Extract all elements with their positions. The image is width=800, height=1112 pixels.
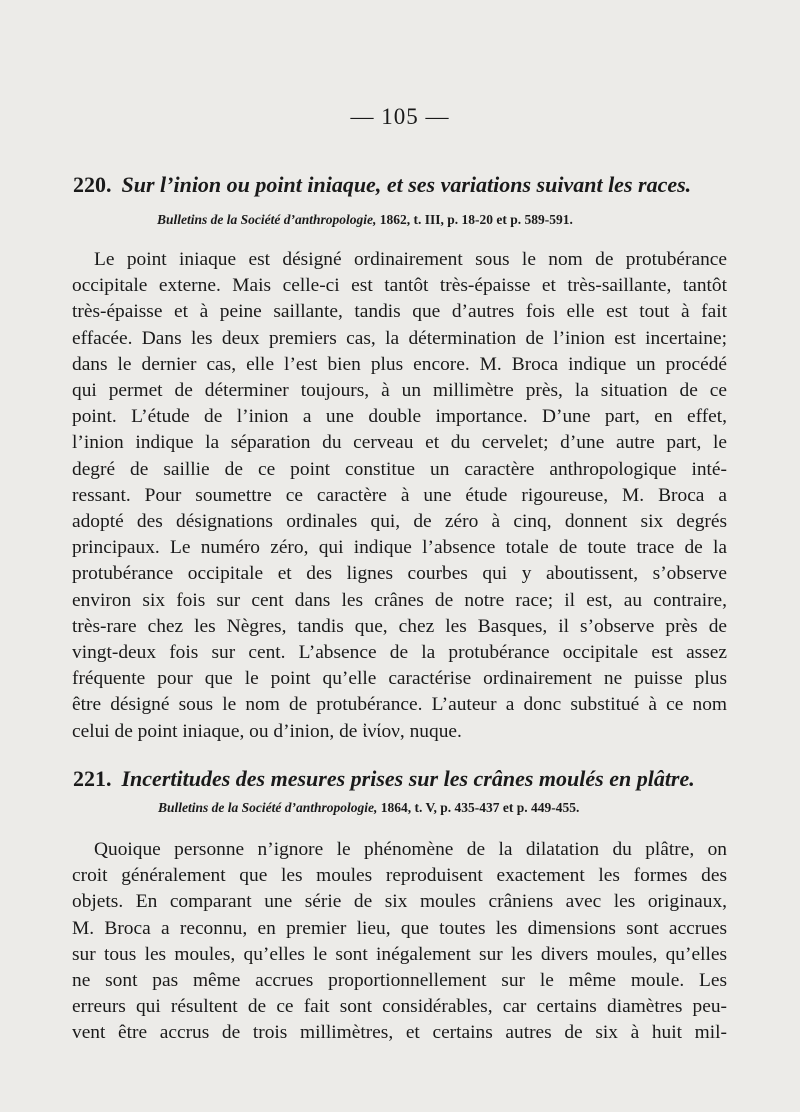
body-line: être désigné sous le nom de protubérance. L’auteur a donc substitué à ce nom — [72, 694, 727, 716]
entry-220-body — [72, 247, 727, 745]
body-line: ressant. Pour soumettre ce caractère à une étude rigoureuse, M. Broca a — [72, 484, 727, 506]
body-line: très-rare chez les Nègres, tandis que, chez les Basques, il s’observe près de — [72, 615, 727, 637]
entry-title: Sur l’inion ou point iniaque, et ses variations suivant les races. — [121, 172, 692, 197]
body-line: adopté des désignations ordinales qui, de zéro à cinq, donnent six degrés — [72, 511, 727, 533]
citation-details: 1862, t. III, p. 18-20 et p. 589-591. — [379, 212, 573, 227]
body-line: celui de point iniaque, ou d’inion, de ἰνίον, nuque. — [72, 720, 462, 742]
citation-source: Bulletins de la Société d’anthropologie, — [157, 212, 377, 227]
body-line: objets. En comparant une série de six moules crâniens avec les originaux, — [72, 891, 727, 913]
body-line: sur tous les moules, qu’elles le sont inégalement sur les divers moules, qu’elles — [72, 943, 727, 965]
body-line: protubérance occipitale et des lignes courbes qui y aboutissent, s’observe — [72, 563, 727, 585]
body-line: l’inion indique la séparation du cerveau et du cervelet; d’une autre part, le — [72, 432, 727, 454]
entry-221-citation — [158, 800, 579, 816]
entry-220-heading — [73, 172, 733, 198]
body-line: vingt-deux fois sur cent. L’absence de la protubérance occipitale est assez — [72, 642, 727, 664]
body-line: Quoique personne n’ignore le phénomène de la dilatation du plâtre, on — [94, 839, 727, 860]
body-line: très-épaisse et à peine saillante, tandis que d’autres fois elle est tout à fait — [72, 301, 727, 323]
body-line: Le point iniaque est désigné ordinairement sous le nom de protubérance — [94, 249, 727, 270]
body-line: croit généralement que les moules reproduisent exactement les formes des — [72, 865, 727, 887]
entry-title: Incertitudes des mesures prises sur les crânes moulés en plâtre. — [121, 766, 695, 791]
body-line: principaux. Le numéro zéro, qui indique l’absence totale de toute trace de la — [72, 537, 727, 559]
body-line: dans le dernier cas, elle l’est bien plus encore. M. Broca indique un procédé — [72, 353, 727, 375]
citation-details: 1864, t. V, p. 435-437 et p. 449-455. — [380, 800, 580, 815]
body-line: point. L’étude de l’inion a une double importance. D’une part, en effet, — [72, 406, 727, 428]
body-line: ne sont pas même accrues proportionnellement sur le même moule. Les — [72, 970, 727, 992]
body-line: environ six fois sur cent dans les crânes de notre race; il est, au contraire, — [72, 589, 727, 611]
entry-number: 220. — [73, 172, 112, 197]
body-line: erreurs qui résultent de ce fait sont considérables, car certains diamètres peu- — [72, 996, 727, 1018]
body-line: M. Broca a reconnu, en premier lieu, que toutes les dimensions sont accrues — [72, 917, 727, 939]
entry-221-heading — [73, 766, 733, 792]
body-line: degré de saillie de ce point constitue un caractère anthropologique inté- — [72, 458, 727, 480]
body-line: effacée. Dans les deux premiers cas, la détermination de l’inion est incertaine; — [72, 327, 727, 349]
body-line: fréquente pour que le point qu’elle caractérise ordinairement ne puisse plus — [72, 668, 727, 690]
page-number: — 105 — — [350, 104, 450, 129]
entry-number: 221. — [73, 766, 112, 791]
body-line: vent être accrus de trois millimètres, et certains autres de six à huit mil- — [72, 1022, 727, 1044]
citation-source: Bulletins de la Société d’anthropologie, — [158, 800, 378, 815]
body-line: occipitale externe. Mais celle-ci est tantôt très-épaisse et très-saillante, tantôt — [72, 275, 727, 297]
entry-220-citation — [157, 212, 573, 228]
body-line: qui permet de déterminer toujours, à un millimètre près, la situation de ce — [72, 380, 727, 402]
entry-221-body — [72, 837, 727, 1047]
